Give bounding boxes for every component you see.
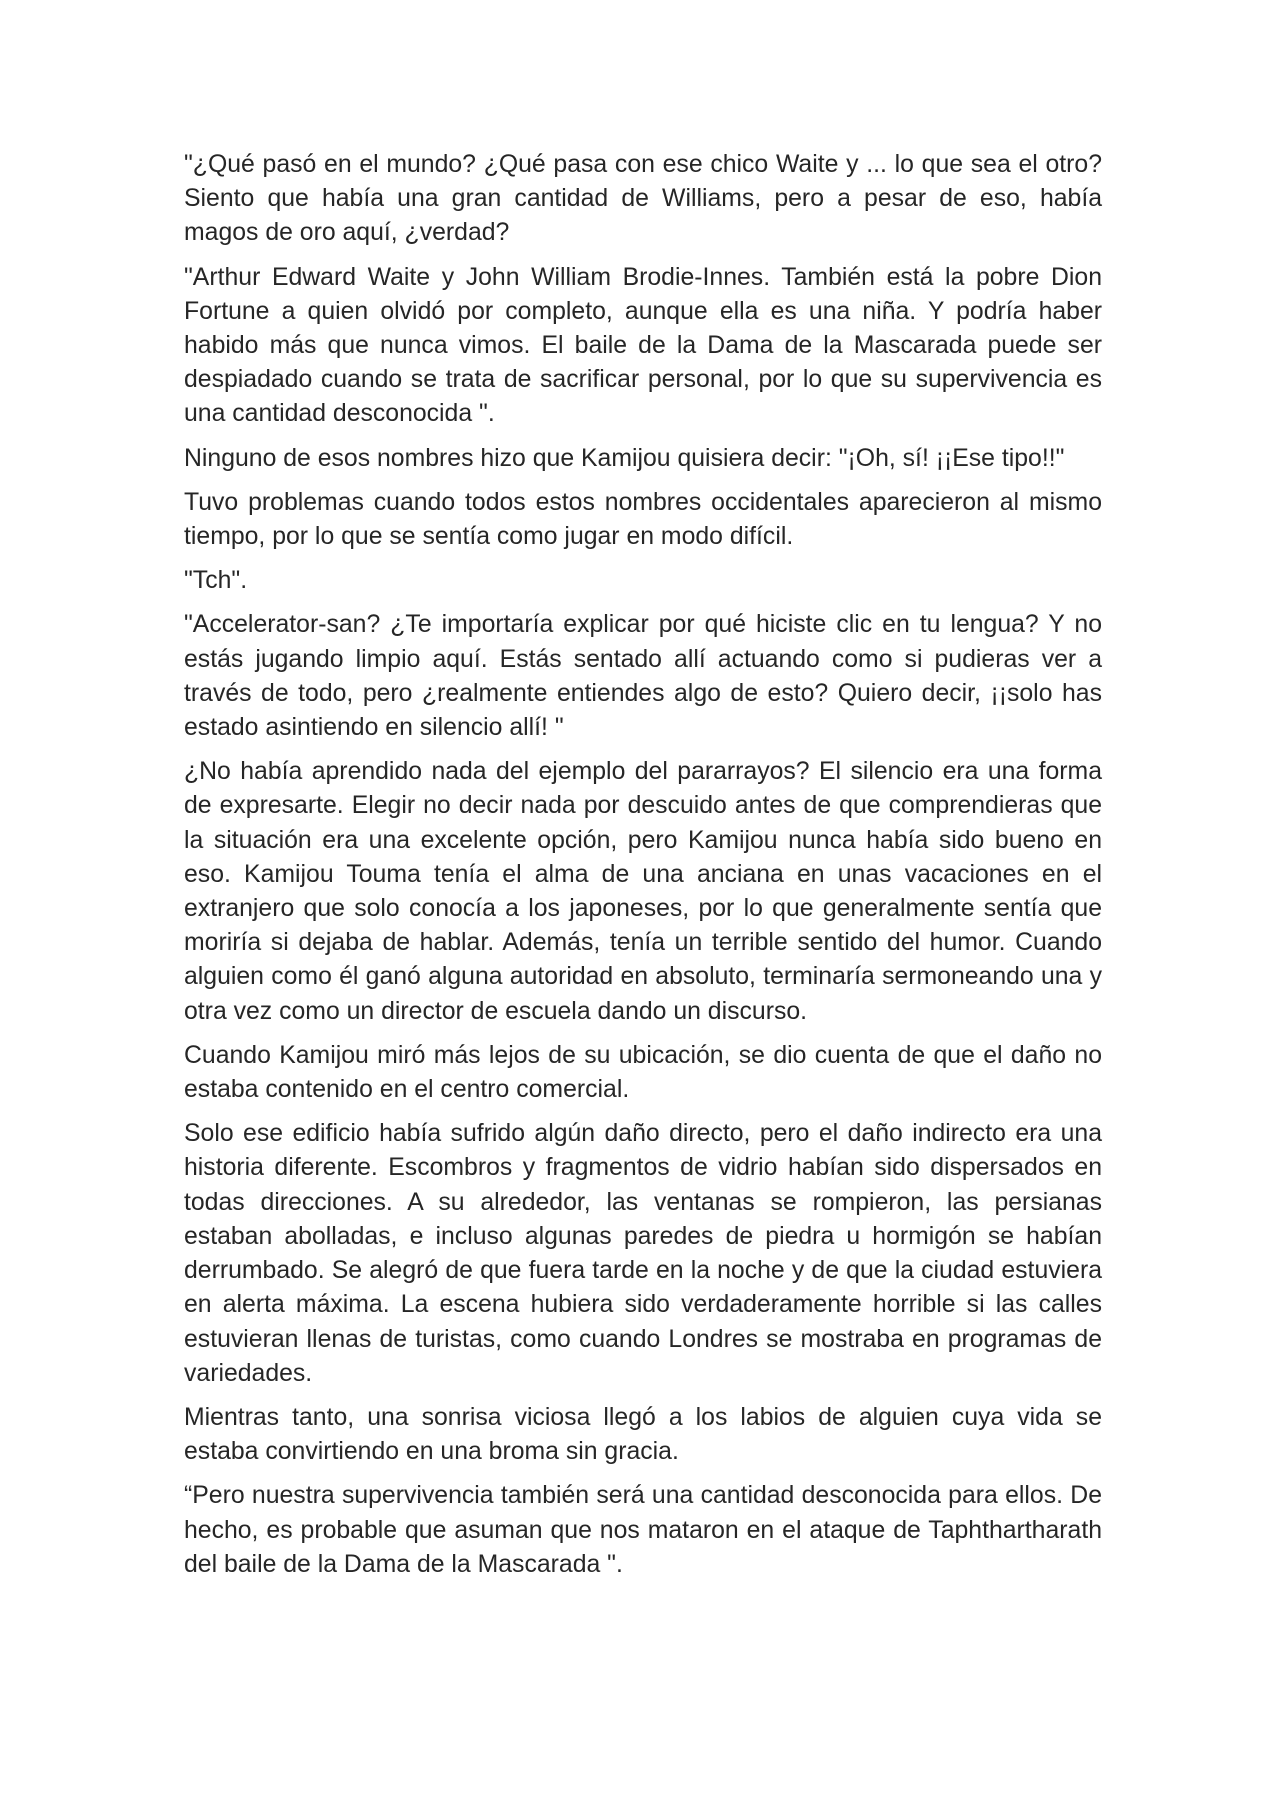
- paragraph-5: "Tch".: [184, 567, 248, 595]
- paragraph-11: “Pero nuestra supervivencia también será una cantidad desconocida para ellos. De hecho, es probable que asuman que nos mataron en el ataque de Taphthartharath del baile de la Dama de la Mascarada ".: [184, 1482, 1102, 1578]
- document-page: [184, 148, 1102, 1592]
- paragraph-3: Ninguno de esos nombres hizo que Kamijou quisiera decir: "¡Oh, sí! ¡¡Ese tipo!!": [184, 444, 1065, 472]
- paragraph-6: "Accelerator-san? ¿Te importaría explicar por qué hiciste clic en tu lengua? Y no estás jugando limpio aquí. Estás sentado allí actuando como si pudieras ver a través de todo, pero ¿realmente entiendes algo de esto? Quiero decir, ¡¡solo has estado asintiendo en silencio allí! ": [184, 611, 1102, 742]
- paragraph-7: ¿No había aprendido nada del ejemplo del pararrayos? El silencio era una forma de expresarte. Elegir no decir nada por descuido antes de que comprendieras que la situación era una excelente opción, pero Kamijou nunca había sido bueno en eso. Kamijou Touma tenía el alma de una anciana en unas vacaciones en el extranjero que solo conocía a los japoneses, por lo que generalmente sentía que moriría si dejaba de hablar. Además, tenía un terrible sentido del humor. Cuando alguien como él ganó alguna autoridad en absoluto, terminaría sermoneando una y otra vez como un director de escuela dando un discurso.: [184, 758, 1102, 1025]
- paragraph-4: Tuvo problemas cuando todos estos nombres occidentales aparecieron al mismo tiempo, por lo que se sentía como jugar en modo difícil.: [184, 488, 1102, 551]
- paragraph-9: Solo ese edificio había sufrido algún daño directo, pero el daño indirecto era una historia diferente. Escombros y fragmentos de vidrio habían sido dispersados en todas direcciones. A su alrededor, las ventanas se rompieron, las persianas estaban abolladas, e incluso algunas paredes de piedra u hormigón se habían derrumbado. Se alegró de que fuera tarde en la noche y de que la ciudad estuviera en alerta máxima. La escena hubiera sido verdaderamente horrible si las calles estuvieran llenas de turistas, como cuando Londres se mostraba en programas de variedades.: [184, 1120, 1102, 1387]
- paragraph-2: "Arthur Edward Waite y John William Brodie-Innes. También está la pobre Dion Fortune a quien olvidó por completo, aunque ella es una niña. Y podría haber habido más que nunca vimos. El baile de la Dama de la Mascarada puede ser despiadado cuando se trata de sacrificar personal, por lo que su supervivencia es una cantidad desconocida ".: [184, 263, 1102, 428]
- paragraph-1: "¿Qué pasó en el mundo? ¿Qué pasa con ese chico Waite y ... lo que sea el otro? Siento que había una gran cantidad de Williams, pero a pesar de eso, había magos de oro aquí, ¿verdad?: [184, 151, 1102, 247]
- paragraph-10: Mientras tanto, una sonrisa viciosa llegó a los labios de alguien cuya vida se estaba convirtiendo en una broma sin gracia.: [184, 1403, 1102, 1466]
- paragraph-8: Cuando Kamijou miró más lejos de su ubicación, se dio cuenta de que el daño no estaba contenido en el centro comercial.: [184, 1041, 1102, 1104]
